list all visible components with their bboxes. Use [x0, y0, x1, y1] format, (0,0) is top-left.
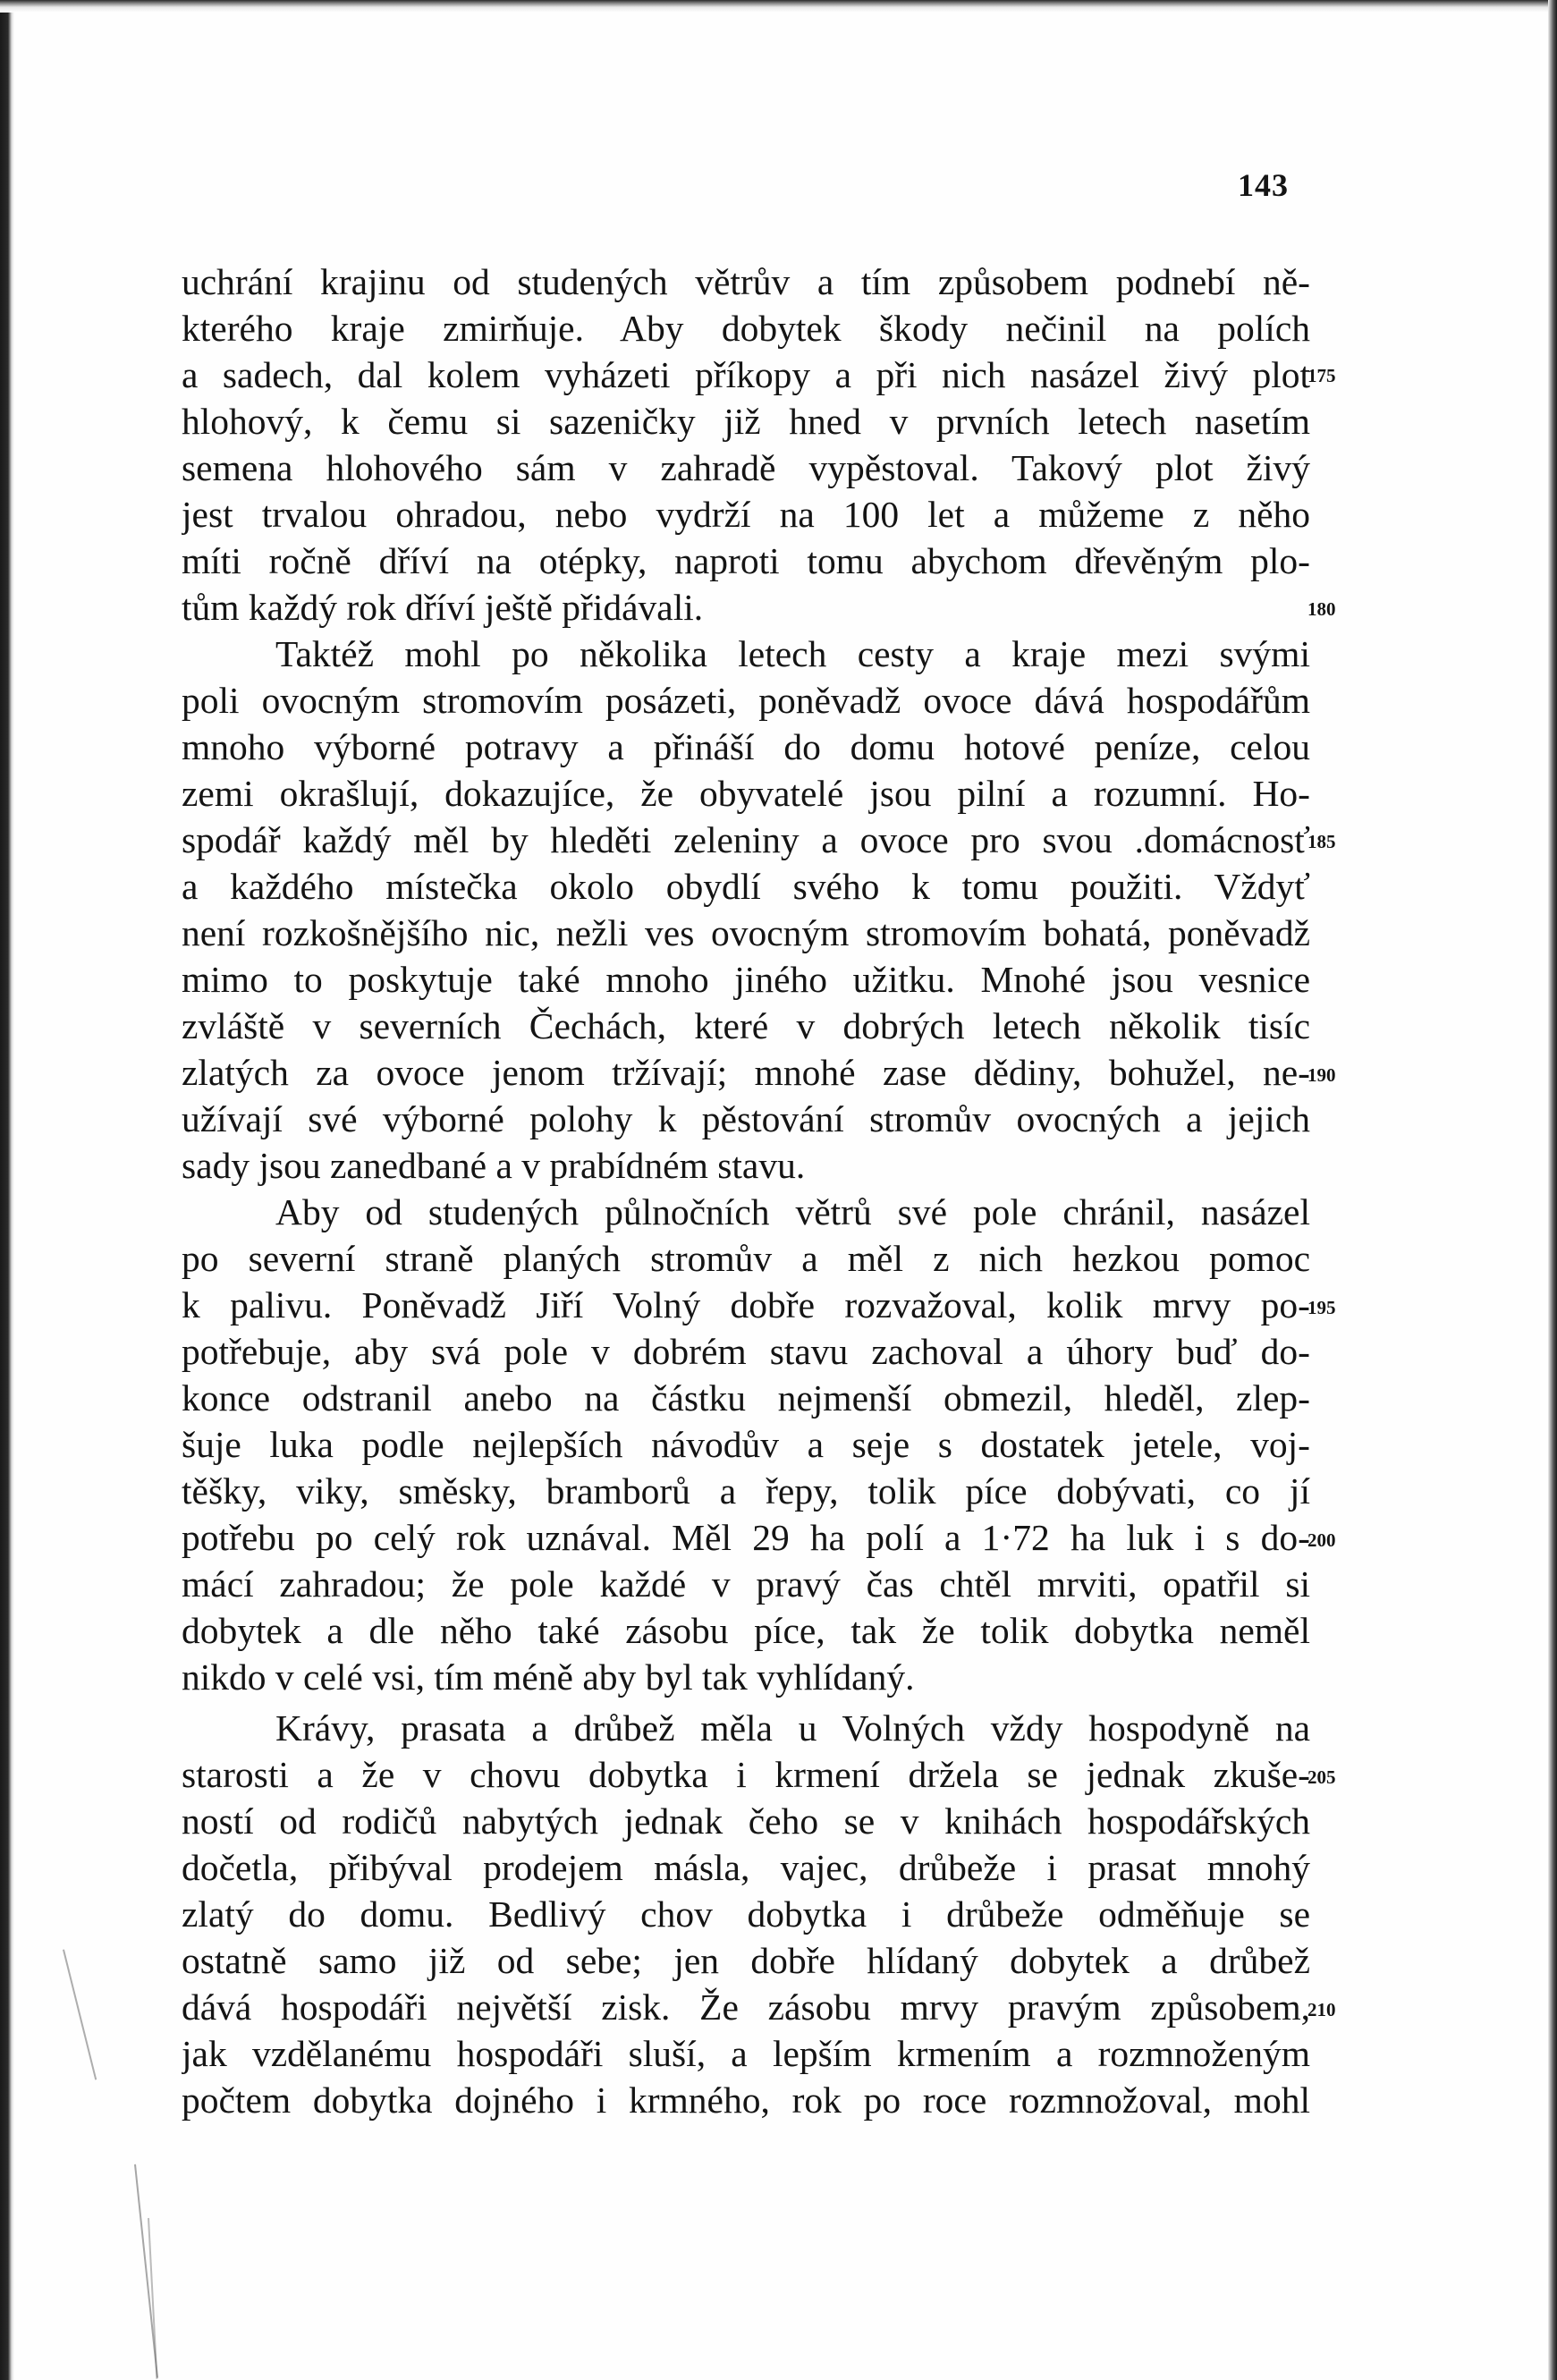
text-line: zlatý do domu. Bedlivý chov dobytka i drůbeže odměňuje se — [182, 1893, 1310, 1935]
line-number: 190 — [1307, 1064, 1336, 1086]
text-line: jest trvalou ohradou, nebo vydrží na 100 let a můžeme z něho — [182, 494, 1310, 535]
line-number: 205 — [1307, 1766, 1336, 1788]
line-number: 185 — [1307, 831, 1336, 852]
text-line: šuje luka podle nejlepších návodův a seje s dostatek jetele, voj- — [182, 1424, 1310, 1465]
text-line: mimo to poskytuje také mnoho jiného užitku. Mnohé jsou vesnice — [182, 959, 1310, 1000]
scan-left-edge — [0, 0, 14, 2380]
text-line: Aby od studených půlnočních větrů své pole chránil, nasázel — [275, 1191, 1310, 1232]
page-number: 143 — [1238, 167, 1289, 203]
text-line: starosti a že v chovu dobytka i krmení držela se jednak zkuše- — [182, 1754, 1310, 1795]
line-number: 200 — [1307, 1529, 1336, 1551]
text-line: dává hospodáři největší zisk. Že zásobu mrvy pravým způsobem, — [182, 1986, 1310, 2028]
text-line: hlohový, k čemu si sazeničky již hned v prvních letech nasetím — [182, 401, 1310, 442]
text-line: tům každý rok dříví ještě přidávali. — [182, 587, 704, 628]
text-line: dočetla, přibýval prodejem másla, vajec, drůbeže i prasat mnohý — [182, 1847, 1310, 1888]
text-line: uchrání krajinu od studených větrův a tím způsobem podnebí ně- — [182, 261, 1310, 302]
text-line: ostatně samo již od sebe; jen dobře hlídaný dobytek a drůbež — [182, 1940, 1310, 1981]
scan-right-edge — [1548, 0, 1557, 2380]
text-line: poli ovocným stromovím posázeti, poněvadž ovoce dává hospodářům — [182, 680, 1310, 721]
text-line: sady jsou zanedbané a v prabídném stavu. — [182, 1145, 806, 1186]
line-number: 180 — [1307, 598, 1336, 620]
text-line: a sadech, dal kolem vyházeti příkopy a při nich nasázel živý plot — [182, 354, 1310, 395]
text-line: spodář každý měl by hleděti zeleniny a ovoce pro svou .domácnosť — [182, 819, 1310, 860]
text-line: konce odstranil anebo na částku nejmenší obmezil, hleděl, zlep- — [182, 1377, 1310, 1419]
text-line: Taktéž mohl po několika letech cesty a kraje mezi svými — [275, 633, 1310, 674]
text-line: není rozkošnějšího nic, nežli ves ovocným stromovím bohatá, poněvadž — [182, 912, 1310, 953]
text-line: Krávy, prasata a drůbež měla u Volných vždy hospodyně na — [275, 1707, 1310, 1749]
line-number: 210 — [1307, 1999, 1336, 2020]
text-line: zemi okrašlují, dokazujíce, že obyvatelé jsou pilní a rozumní. Ho- — [182, 773, 1310, 814]
line-number: 175 — [1307, 365, 1336, 386]
text-line: a každého místečka okolo obydlí svého k tomu použiti. Vždyť — [182, 866, 1310, 907]
text-line: po severní straně planých stromův a měl z nich hezkou pomoc — [182, 1238, 1310, 1279]
text-line: počtem dobytka dojného i krmného, rok po roce rozmnožoval, mohl — [182, 2079, 1310, 2121]
text-line: k palivu. Poněvadž Jiří Volný dobře rozvažoval, kolik mrvy po- — [182, 1284, 1310, 1326]
text-line: ností od rodičů nabytých jednak čeho se v knihách hospodářských — [182, 1800, 1310, 1842]
text-line: dobytek a dle něho také zásobu píce, tak že tolik dobytka neměl — [182, 1610, 1310, 1651]
text-line: potřebuje, aby svá pole v dobrém stavu zachoval a úhory buď do- — [182, 1331, 1310, 1372]
text-line: těšky, viky, směsky, bramborů a řepy, tolik píce dobývati, co jí — [182, 1470, 1310, 1512]
text-line: semena hlohového sám v zahradě vypěstoval. Takový plot živý — [182, 447, 1310, 488]
text-line: kterého kraje zmirňuje. Aby dobytek škody nečinil na polích — [182, 308, 1310, 349]
line-number: 195 — [1307, 1297, 1336, 1318]
text-line: zlatých za ovoce jenom tržívají; mnohé zase dědiny, bohužel, ne- — [182, 1052, 1310, 1093]
text-line: užívají své výborné polohy k pěstování stromův ovocných a jejich — [182, 1098, 1310, 1139]
scan-scratch — [63, 1950, 97, 2080]
scan-top-edge — [0, 0, 1557, 13]
text-line: mácí zahradou; že pole každé v pravý čas chtěl mrviti, opatřil si — [182, 1563, 1310, 1605]
text-line: zvláště v severních Čechách, které v dobrých letech několik tisíc — [182, 1005, 1310, 1046]
text-line: mnoho výborné potravy a přináší do domu hotové peníze, celou — [182, 726, 1310, 767]
text-line: jak vzdělanému hospodáři sluší, a lepším krmením a rozmnoženým — [182, 2033, 1310, 2074]
text-line: nikdo v celé vsi, tím méně aby byl tak vyhlídaný. — [182, 1656, 915, 1698]
text-line: potřebu po celý rok uznával. Měl 29 ha polí a 1·72 ha luk i s do- — [182, 1517, 1310, 1558]
text-line: míti ročně dříví na otépky, naproti tomu abychom dřevěným plo- — [182, 540, 1310, 581]
